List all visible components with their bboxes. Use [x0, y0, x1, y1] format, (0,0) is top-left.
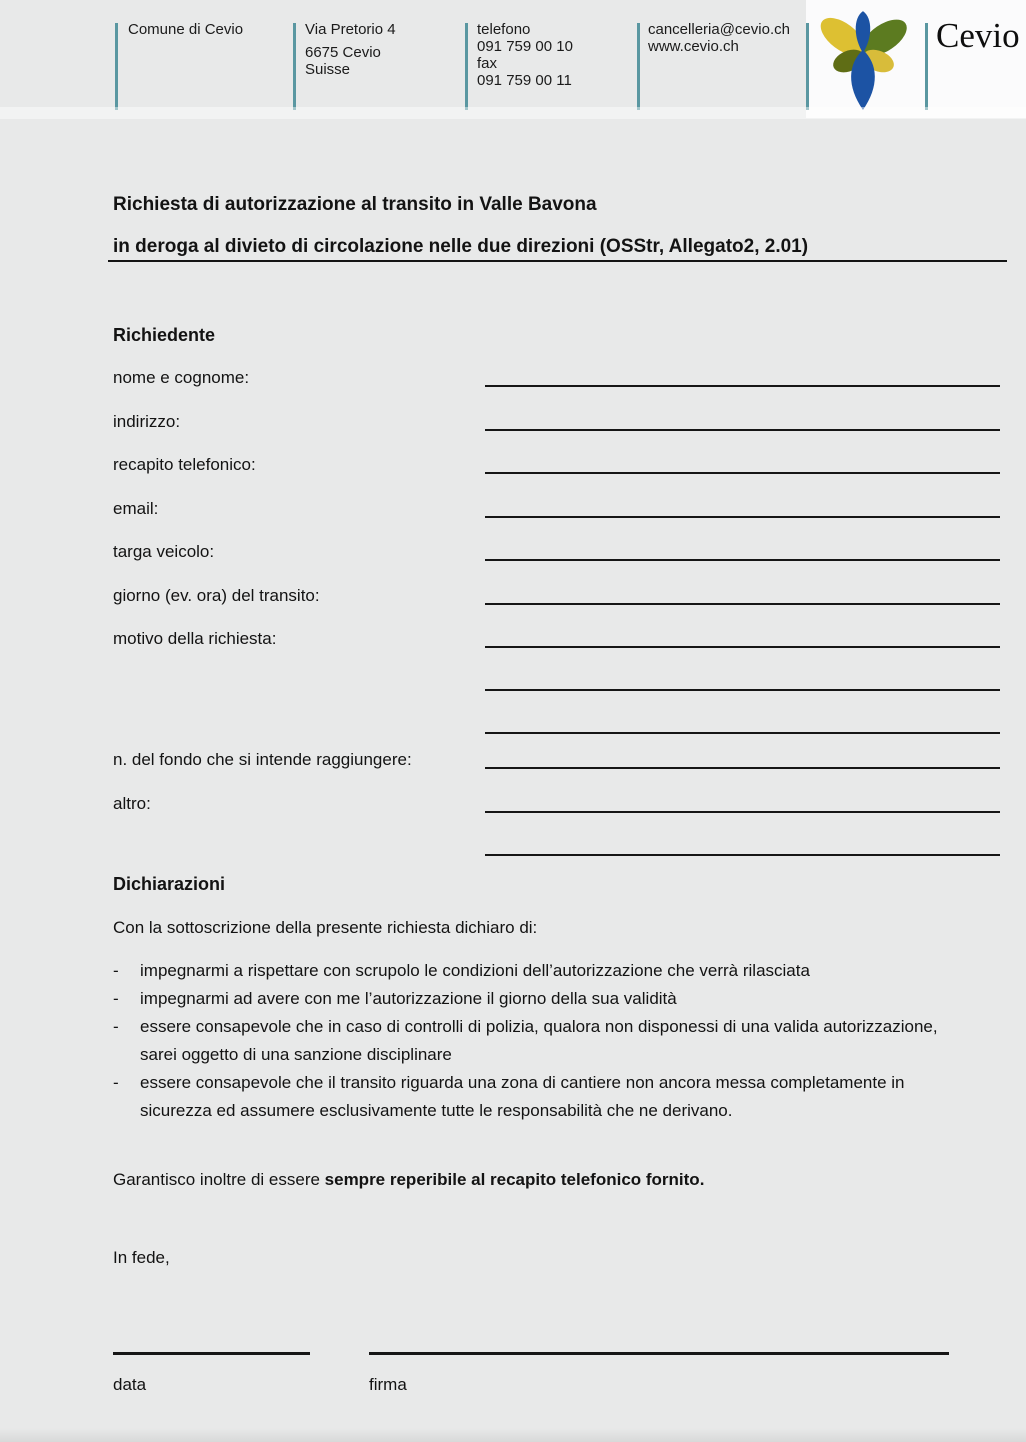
header-bottom-strip [0, 107, 1026, 119]
document-title-line2: in deroga al divieto di circolazione nelle due direzioni (OSStr, Allegato2, 2.01) [113, 236, 809, 257]
declaration-item-4 [113, 1069, 972, 1125]
field-line-indirizzo[interactable] [485, 429, 1000, 431]
declaration-item-1 [113, 957, 972, 985]
document-title-line1: Richiesta di autorizzazione al transito in Valle Bavona [113, 194, 597, 215]
field-label-targa-veicolo: targa veicolo: [113, 542, 215, 561]
letterhead-org [128, 21, 243, 38]
field-line-motivo-richiesta[interactable] [485, 646, 1000, 648]
declaration-text: impegnarmi a rispettare con scrupolo le condizioni dell’autorizzazione che verrà rilasciata [140, 961, 810, 980]
field-line-altro-2[interactable] [485, 854, 1000, 856]
field-label-recapito-telefonico: recapito telefonico: [113, 455, 256, 474]
field-label-giorno-transito: giorno (ev. ora) del transito: [113, 586, 320, 605]
field-line-nome-cognome[interactable] [485, 385, 1000, 387]
letterhead-divider [925, 23, 928, 110]
address-city: 6675 Cevio [305, 44, 381, 61]
salutation: In fede, [113, 1248, 170, 1267]
letterhead-divider [806, 23, 809, 110]
letterhead-divider [115, 23, 118, 110]
field-label-email: email: [113, 499, 159, 518]
bullet-dash-icon: - [113, 989, 119, 1008]
declaration-text: essere consapevole che in caso di controlli di polizia, qualora non disponessi di una valida autorizzazione, sarei oggetto di una sanzione disciplinare [140, 1017, 938, 1064]
phone-label: telefono [477, 21, 531, 38]
letterhead-address [305, 21, 396, 78]
address-country: Suisse [305, 61, 351, 78]
declarations-intro: Con la sottoscrizione della presente richiesta dichiaro di: [113, 918, 538, 937]
declaration-text: essere consapevole che il transito riguarda una zona di cantiere non ancora messa completamente in sicurezza ed assumere esclusivamente tutte le responsabilità che ne derivano. [140, 1073, 905, 1120]
declaration-text: impegnarmi ad avere con me l’autorizzazione il giorno della sua validità [140, 989, 677, 1008]
field-line-motivo-richiesta-2[interactable] [485, 689, 1000, 691]
field-label-altro: altro: [113, 794, 151, 813]
guarantee-prefix: Garantisco inoltre di essere [113, 1170, 325, 1189]
field-line-altro[interactable] [485, 811, 1000, 813]
fax-number: 091 759 00 11 [477, 72, 572, 89]
section-title-richiedente: Richiedente [113, 325, 216, 345]
field-line-numero-fondo[interactable] [485, 767, 1000, 769]
field-line-email[interactable] [485, 516, 1000, 518]
field-line-motivo-richiesta-3[interactable] [485, 732, 1000, 734]
field-line-recapito-telefonico[interactable] [485, 472, 1000, 474]
guarantee-statement [113, 1168, 704, 1192]
field-label-motivo-richiesta: motivo della richiesta: [113, 629, 277, 648]
field-line-targa-veicolo[interactable] [485, 559, 1000, 561]
fax-label: fax [477, 55, 498, 72]
bullet-dash-icon: - [113, 1073, 119, 1092]
declaration-item-2 [113, 985, 972, 1013]
cevio-flower-logo [816, 7, 914, 113]
letterhead-divider [465, 23, 468, 110]
section-title-dichiarazioni: Dichiarazioni [113, 874, 226, 894]
field-label-numero-fondo: n. del fondo che si intende raggiungere: [113, 750, 412, 769]
date-signature-line[interactable] [113, 1352, 310, 1355]
org-name: Comune di Cevio [128, 21, 244, 38]
website-url: www.cevio.ch [648, 38, 739, 55]
letterhead-phone [477, 21, 573, 89]
firma-signature-line[interactable] [369, 1352, 949, 1355]
signature-label: firma [369, 1375, 407, 1394]
field-line-giorno-transito[interactable] [485, 603, 1000, 605]
field-label-nome-cognome: nome e cognome: [113, 368, 250, 387]
declaration-item-3 [113, 1013, 972, 1069]
email-address: cancelleria@cevio.ch [648, 21, 790, 38]
address-street: Via Pretorio 4 [305, 21, 396, 38]
date-label: data [113, 1375, 147, 1394]
bullet-dash-icon: - [113, 961, 119, 980]
phone-number: 091 759 00 10 [477, 38, 573, 55]
cevio-wordmark: Cevio [936, 16, 1020, 55]
letterhead-divider [293, 23, 296, 110]
guarantee-bold: sempre reperibile al recapito telefonico fornito. [324, 1170, 705, 1189]
letterhead-web [648, 21, 790, 55]
letterhead-divider [637, 23, 640, 110]
title-underline [108, 260, 1007, 262]
field-label-indirizzo: indirizzo: [113, 412, 181, 431]
page-bottom-shadow [0, 1428, 1026, 1442]
bullet-dash-icon: - [113, 1017, 119, 1036]
